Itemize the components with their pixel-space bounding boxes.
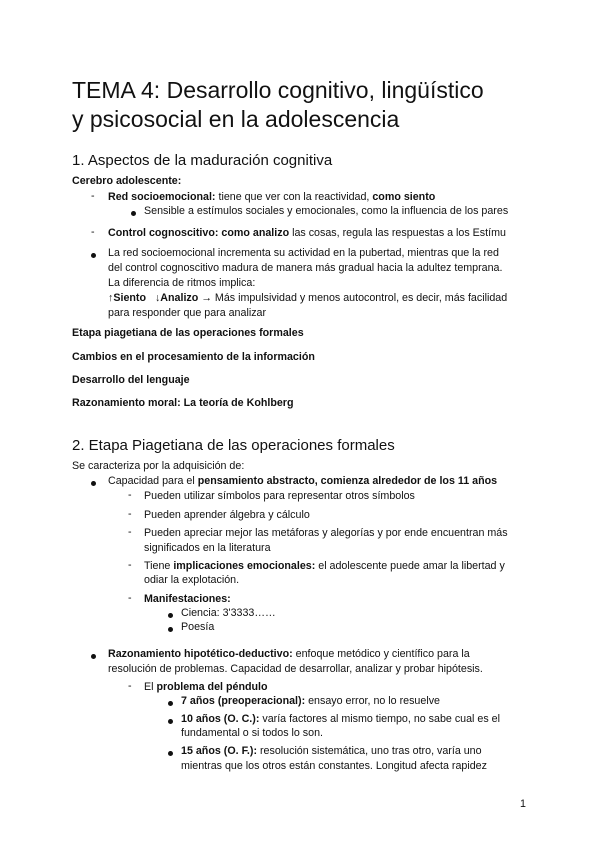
bullet-pensamiento [108,474,497,489]
analizo-bold: ↓Analizo [154,292,199,304]
para-line-4 [108,291,528,306]
dash-marker: - [128,592,132,604]
section-2-heading: 2. Etapa Piagetiana de las operaciones formales [72,437,395,454]
stage-7 [181,694,440,709]
stage-bold: 7 años (preoperacional): [181,695,306,707]
pendulo-pre: El [144,681,157,693]
stage-10-cont: fundamental o si todos lo son. [181,727,323,739]
item-text: las cosas, regula las respuestas a los Estímu [289,227,506,239]
dash-pendulo [144,680,268,695]
bullet-dot [168,719,173,724]
topic-razonamiento: Razonamiento moral: La teoría de Kohlberg [72,397,294,409]
dash-simbolos: Pueden utilizar símbolos para representar otros símbolos [144,490,415,502]
stage-10 [181,712,500,727]
page-number: 1 [520,798,526,810]
bullet-razonamiento-cont: resolución de problemas. Capacidad de desarrollar, analizar y probar hipótesis. [108,663,483,675]
dash-emocionales [144,559,505,574]
manif-poesia: Poesía [181,621,215,633]
bullet-rest: enfoque metódico y científico para la [292,648,470,660]
dash-marker: - [128,489,132,501]
para-line-3: La diferencia de ritmos implica: [108,277,256,289]
stage-text: ensayo error, no lo resuelve [305,695,440,707]
para-line-4-rest: → Más impulsividad y menos autocontrol, es decir, más facilidad [198,292,508,304]
topic-etapa: Etapa piagetiana de las operaciones formales [72,327,304,339]
bullet-dot [91,253,96,258]
emo-bold: implicaciones emocionales: [173,560,316,572]
page-title-line-1: TEMA 4: Desarrollo cognitivo, lingüístico [72,77,484,103]
siento-bold: ↑Siento [108,292,147,304]
subheading-cerebro: Cerebro adolescente: [72,175,182,187]
stage-bold: 15 años (O. F.): [181,745,258,757]
topic-lenguaje: Desarrollo del lenguaje [72,374,190,386]
bullet-red-paragraph [108,246,528,321]
bullet-text: Capacidad para el [108,475,198,487]
stage-15 [181,744,482,759]
item-control-cognoscitivo [108,226,506,241]
bullet-dot [168,751,173,756]
pendulo-bold: problema del péndulo [156,681,268,693]
para-line-5: para responder que para analizar [108,307,267,319]
stage-text: varía factores al mismo tiempo, no sabe cual es el [259,713,500,725]
item-bold: Control cognoscitivo: como analizo [108,227,290,239]
topic-cambios: Cambios en el procesamiento de la información [72,351,315,363]
bullet-bold: pensamiento abstracto, comienza alrededor de los 11 años [197,475,498,487]
manif-ciencia: Ciencia: 3'3333…… [181,607,276,619]
dash-marker: - [91,226,95,238]
item-bold: Red socioemocional: [108,191,216,203]
sub-item-sensible: Sensible a estímulos sociales y emocionales, como la influencia de los pares [144,205,509,217]
emo-rest: el adolescente puede amar la libertad y [315,560,505,572]
dash-marker: - [91,190,95,202]
dash-marker: - [128,559,132,571]
bullet-dot [168,613,173,618]
dash-algebra: Pueden aprender álgebra y cálculo [144,509,310,521]
bullet-dot [91,481,96,486]
dash-marker: - [128,508,132,520]
emo-pre: Tiene [144,560,174,572]
page-title-line-2: y psicosocial en la adolescencia [72,106,400,132]
dash-marker: - [128,526,132,538]
item-bold-2: como siento [372,191,436,203]
section-2-intro: Se caracteriza por la adquisición de: [72,460,245,472]
bullet-dot [168,701,173,706]
bullet-dot [131,211,136,216]
item-text: tiene que ver con la reactividad, [215,191,373,203]
bullet-dot [168,627,173,632]
dash-manifestaciones: Manifestaciones: [144,593,231,605]
stage-15-cont: mientras que los otros están constantes. Longitud afecta rapidez [181,760,487,772]
dash-marker: - [128,680,132,692]
stage-bold: 10 años (O. C.): [181,713,260,725]
para-line-2: del control cognoscitivo madura de manera más gradual hacia la adultez temprana. [108,262,503,274]
bullet-dot [91,654,96,659]
para-line-1: La red socioemocional incrementa su actividad en la pubertad, mientras que la red [108,247,499,259]
dash-metaforas-cont: significados en la literatura [144,542,271,554]
dash-metaforas: Pueden apreciar mejor las metáforas y alegorías y por ende encuentran más [144,527,508,539]
bullet-razonamiento-hd [108,647,470,662]
bullet-bold: Razonamiento hipotético-deductivo: [108,648,293,660]
stage-text: resolución sistemática, uno tras otro, varía uno [257,745,482,757]
section-1-heading: 1. Aspectos de la maduración cognitiva [72,152,333,169]
item-red-socioemocional [108,190,435,205]
dash-emocionales-cont: odiar la explotación. [144,574,240,586]
